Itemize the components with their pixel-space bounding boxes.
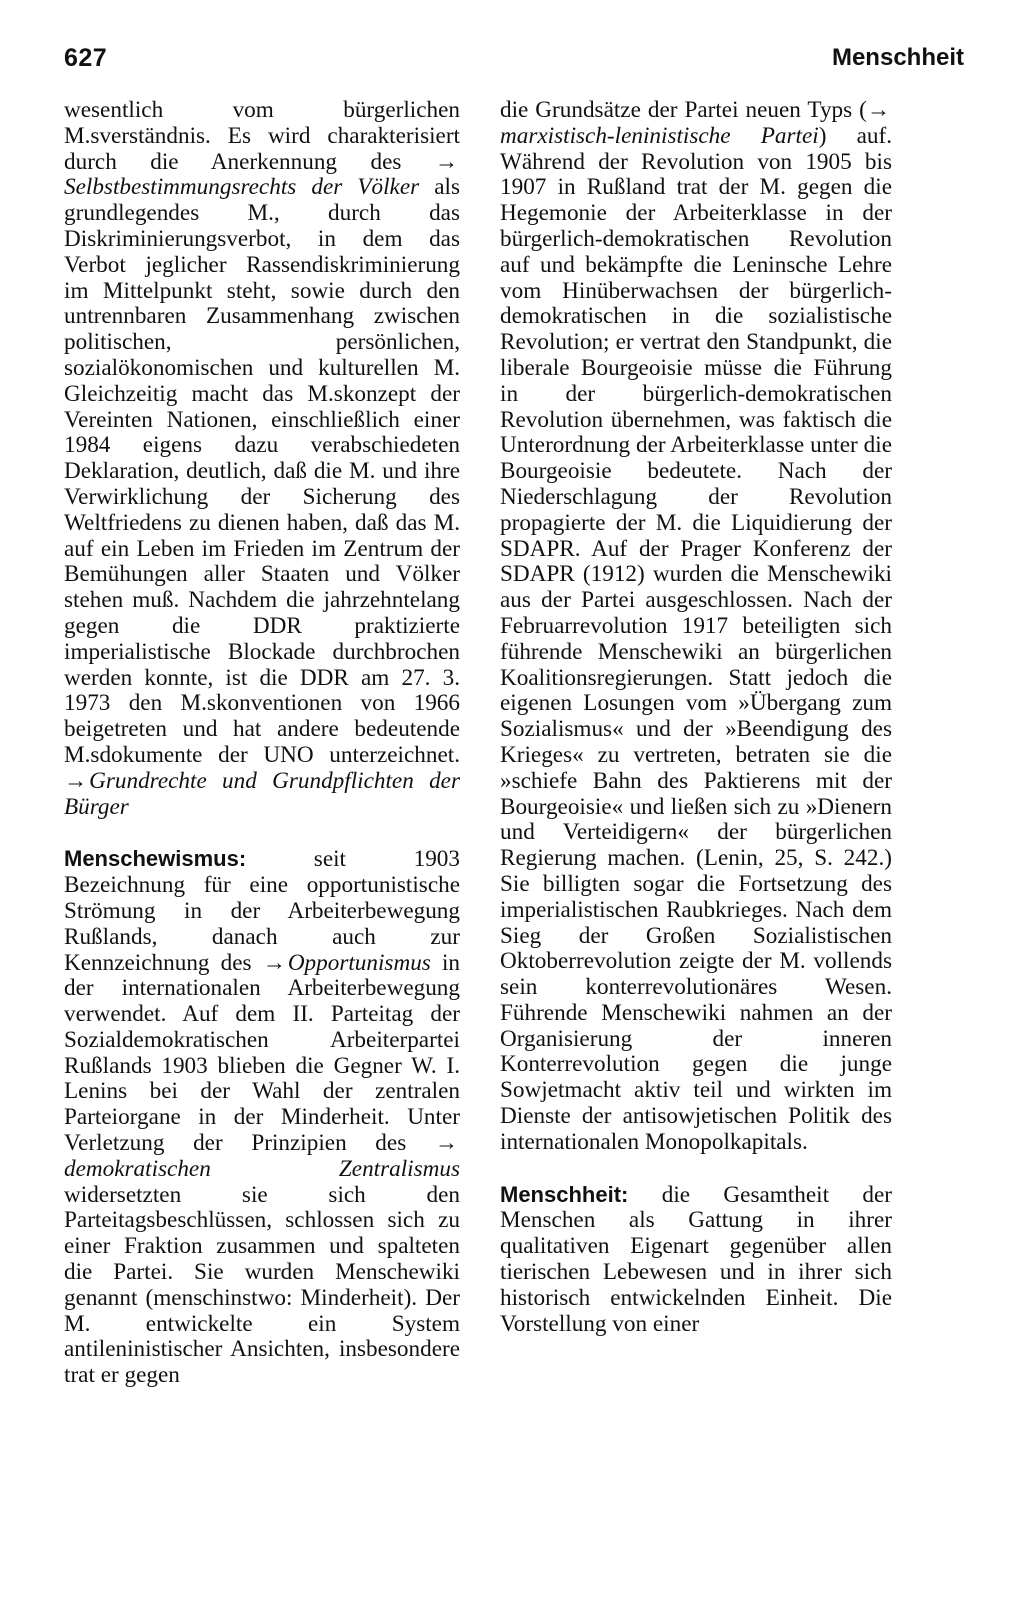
cross-reference: Selbstbestimmungsrechts der Völker xyxy=(64,174,420,201)
cross-reference: demokratischen Zentralismus xyxy=(64,1155,460,1182)
cross-reference-arrow: → xyxy=(434,1130,459,1157)
cross-reference: Grundrechte und Grundpflichten der Bürger xyxy=(64,767,460,820)
page-number: 627 xyxy=(64,44,108,72)
entry-menschewismus: Menschewismus: seit 1903 Bezeichnung für eine opportunistische Strömung in der Arbeiterbewegung Rußlands, danach auch zur Kennzeichnung des → Opportunismus in der internationalen Arbeiterbewegung verwendet. Auf dem II. Parteitag der Sozialdemokratischen Arbeiterpartei Rußlands 1903 blieben die Gegner W. I. Lenins bei der Wahl der zentralen Parteiorgane in der Minderheit. Unter Verletzung der Prinzipien des → demokratischen Zentralismus widersetzten sie sich den Parteitagsbeschlüssen, schlossen sich zu einer Fraktion zusammen und spalteten die Partei. Sie wurden Menschewiki genannt (menschinstwo: Minderheit). Der M. entwickelte ein System antileninistischer Ansichten, insbesondere trat er gegen xyxy=(64,846,460,1389)
paragraph-continuation: die Grundsätze der Partei neuen Typs (→ marxistisch-leninistische Partei) auf. Während der Revolution von 1905 bis 1907 in Rußland trat der M. gegen die Hegemonie der Arbeiterklasse in der bürgerlich-demokratischen Revolution auf und bekämpfte die Leninsche Lehre vom Hinüberwachsen der bürgerlich-demokratischen in die sozialistische Revolution; er vertrat den Standpunkt, die liberale Bourgeoisie müsse die Führung in der bürgerlich-demokratischen Revolution übernehmen, was faktisch die Unterordnung der Arbeiterklasse unter die Bourgeoisie bedeutete. Nach der Niederschlagung der Revolution propagierte der M. die Liquidierung der SDAPR. Auf der Prager Konferenz der SDAPR (1912) wurden die Menschewiki aus der Partei ausgeschlossen. Nach der Februarrevolution 1917 beteiligten sich führende Menschewiki an bürgerlichen Koalitionsregierungen. Statt jedoch die eigenen Losungen vom »Übergang zum Sozialismus« und der »Beendigung des Krieges« zu vertreten, betraten sie die »schiefe Bahn des Paktierens mit der Bourgeoisie« und ließen sich zu »Dienern und Verteidigern« der bürgerlichen Regierung machen. (Lenin, 25, S. 242.) Sie billigten sogar die Fortsetzung des imperialistischen Raubkrieges. Nach dem Sieg der Großen Sozialistischen Oktoberrevolution zeigte der M. vollends sein konterrevolutionäres Wesen. Führende Menschewiki nahmen an der Organisierung der inneren Konterrevolution gegen die junge Sowjetmacht aktiv teil und wirkten im Dienste der antisowjetischen Politik des internationalen Monopolkapitals. xyxy=(500,97,892,1155)
cross-reference-arrow: → xyxy=(866,97,891,123)
cross-reference: Opportunismus xyxy=(287,949,431,976)
paragraph-continuation: wesentlich vom bürgerlichen M.sverständnis. Es wird charakterisiert durch die Anerkennung des → Selbstbestimmungsrechts der Völker als grundlegendes M., durch das Diskriminierungsverbot, in dem das Verbot jeglicher Rassendiskriminierung im Mittelpunkt steht, sowie durch den untrennbaren Zusammenhang zwischen politischen, persönlichen, sozialökonomischen und kulturellen M. Gleichzeitig macht das M.skonzept der Vereinten Nationen, einschließlich einer 1984 eigens dazu verabschiedeten Deklaration, deutlich, daß die M. und ihre Verwirklichung der Sicherung des Weltfriedens zu dienen haben, daß das M. auf ein Leben im Frieden im Zentrum der Bemühungen aller Staaten und Völker stehen muß. Nachdem die jahrzehntelang gegen die DDR praktizierte imperialistische Blockade durchbrochen werden konnte, ist die DDR am 27. 3. 1973 den M.skonventionen von 1966 beigetreten und hat andere bedeutende M.sdokumente der UNO unterzeichnet. → Grundrechte und Grundpflichten der Bürger xyxy=(64,97,460,820)
page-header xyxy=(64,44,964,78)
cross-reference: marxistisch-leninistische Partei xyxy=(500,122,819,149)
cross-reference-arrow: → xyxy=(64,767,88,794)
right-column xyxy=(500,98,892,1337)
running-head: Menschheit xyxy=(831,44,964,71)
entry-term: Menschewismus: xyxy=(64,846,247,872)
entry-term: Menschheit: xyxy=(500,1181,629,1207)
entry-menschheit: Menschheit: die Gesamtheit der Menschen als Gattung in ihrer qualitativen Eigenart gegenüber allen tierischen Lebewesen und in ihrer sich historisch entwickelnden Einheit. Die Vorstellung von einer xyxy=(500,1181,892,1337)
cross-reference-arrow: → xyxy=(262,949,286,976)
left-column xyxy=(64,98,460,1389)
cross-reference-arrow: → xyxy=(434,148,459,175)
